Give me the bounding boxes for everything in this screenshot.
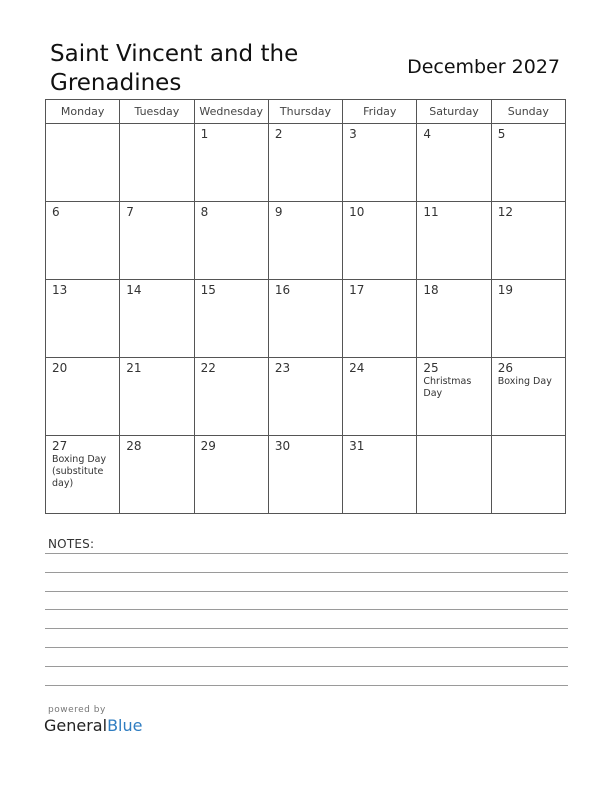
brand-name-part2: Blue bbox=[107, 716, 143, 735]
notes-line bbox=[45, 685, 568, 686]
day-cell bbox=[268, 280, 342, 358]
day-cell bbox=[46, 280, 120, 358]
day-cell bbox=[268, 358, 342, 436]
day-cell bbox=[46, 436, 120, 514]
day-cell bbox=[194, 202, 268, 280]
notes-line bbox=[45, 666, 568, 667]
powered-by-label: powered by bbox=[48, 705, 106, 715]
day-number: 14 bbox=[126, 283, 142, 297]
day-cell bbox=[491, 202, 565, 280]
day-cell bbox=[120, 124, 194, 202]
day-cell bbox=[120, 358, 194, 436]
notes-line bbox=[45, 572, 568, 573]
day-number: 4 bbox=[423, 127, 432, 141]
day-cell bbox=[491, 436, 565, 514]
week-row bbox=[46, 358, 566, 436]
brand-logo bbox=[44, 716, 142, 735]
day-cell bbox=[417, 280, 491, 358]
day-number: 29 bbox=[200, 439, 216, 453]
day-number: 28 bbox=[126, 439, 142, 453]
day-cell bbox=[268, 124, 342, 202]
day-number: 7 bbox=[126, 205, 134, 219]
weekday-header-row bbox=[46, 100, 566, 124]
notes-label: NOTES: bbox=[48, 537, 95, 551]
day-number: 5 bbox=[497, 127, 506, 141]
weekday-header: Sunday bbox=[491, 100, 565, 124]
day-number: 20 bbox=[52, 361, 68, 375]
month-label: December 2027 bbox=[407, 56, 560, 78]
day-cell bbox=[194, 436, 268, 514]
weekday-header: Wednesday bbox=[194, 100, 268, 124]
day-cell bbox=[343, 280, 417, 358]
day-cell bbox=[194, 358, 268, 436]
day-number: 31 bbox=[349, 439, 365, 453]
weekday-header: Thursday bbox=[268, 100, 342, 124]
day-number: 27 bbox=[52, 439, 68, 453]
day-cell bbox=[343, 358, 417, 436]
day-cell bbox=[417, 436, 491, 514]
day-number: 11 bbox=[423, 205, 439, 219]
day-number: 13 bbox=[52, 283, 68, 297]
holiday-label: Boxing Day (substitute day) bbox=[52, 454, 107, 489]
day-number: 10 bbox=[349, 205, 365, 219]
day-number: 8 bbox=[200, 205, 209, 219]
day-cell bbox=[268, 202, 342, 280]
day-cell bbox=[46, 124, 120, 202]
day-cell bbox=[120, 436, 194, 514]
week-row bbox=[46, 436, 566, 514]
day-number: 25 bbox=[423, 361, 439, 375]
day-number: 18 bbox=[423, 283, 439, 297]
day-number: 9 bbox=[274, 205, 283, 219]
weekday-header: Saturday bbox=[417, 100, 491, 124]
day-cell bbox=[46, 358, 120, 436]
notes-line bbox=[45, 553, 568, 554]
calendar-grid bbox=[45, 99, 566, 514]
day-cell bbox=[120, 280, 194, 358]
day-number: 17 bbox=[349, 283, 365, 297]
day-cell bbox=[194, 280, 268, 358]
day-number: 24 bbox=[349, 361, 365, 375]
holiday-label: Boxing Day bbox=[497, 376, 552, 387]
weekday-header: Tuesday bbox=[120, 100, 194, 124]
day-number: 23 bbox=[274, 361, 291, 375]
week-row bbox=[46, 124, 566, 202]
day-cell bbox=[491, 124, 565, 202]
calendar-title: Saint Vincent and the Grenadines bbox=[50, 41, 299, 96]
day-number: 1 bbox=[200, 127, 209, 141]
day-number: 30 bbox=[274, 439, 291, 453]
day-cell bbox=[343, 124, 417, 202]
weekday-header: Friday bbox=[343, 100, 417, 124]
brand-name-part1: General bbox=[44, 716, 108, 735]
weekday-header: Monday bbox=[46, 100, 120, 124]
day-number: 16 bbox=[274, 283, 291, 297]
day-cell bbox=[417, 124, 491, 202]
day-cell bbox=[268, 436, 342, 514]
day-cell bbox=[343, 202, 417, 280]
notes-line bbox=[45, 591, 568, 592]
week-row bbox=[46, 280, 566, 358]
day-number: 22 bbox=[200, 361, 216, 375]
day-number: 6 bbox=[52, 205, 60, 219]
holiday-label: Christmas Day bbox=[423, 376, 472, 399]
day-cell bbox=[491, 358, 565, 436]
day-number: 26 bbox=[497, 361, 513, 375]
day-cell bbox=[417, 202, 491, 280]
day-cell bbox=[343, 436, 417, 514]
day-cell bbox=[417, 358, 491, 436]
day-cell bbox=[120, 202, 194, 280]
day-cell bbox=[194, 124, 268, 202]
notes-line bbox=[45, 647, 568, 648]
day-number: 19 bbox=[497, 283, 513, 297]
day-number: 12 bbox=[497, 205, 513, 219]
day-number: 21 bbox=[126, 361, 142, 375]
day-number: 3 bbox=[349, 127, 357, 141]
notes-line bbox=[45, 609, 568, 610]
day-cell bbox=[491, 280, 565, 358]
day-number: 2 bbox=[274, 127, 283, 141]
week-row bbox=[46, 202, 566, 280]
notes-line bbox=[45, 628, 568, 629]
day-number: 15 bbox=[200, 283, 216, 297]
day-cell bbox=[46, 202, 120, 280]
